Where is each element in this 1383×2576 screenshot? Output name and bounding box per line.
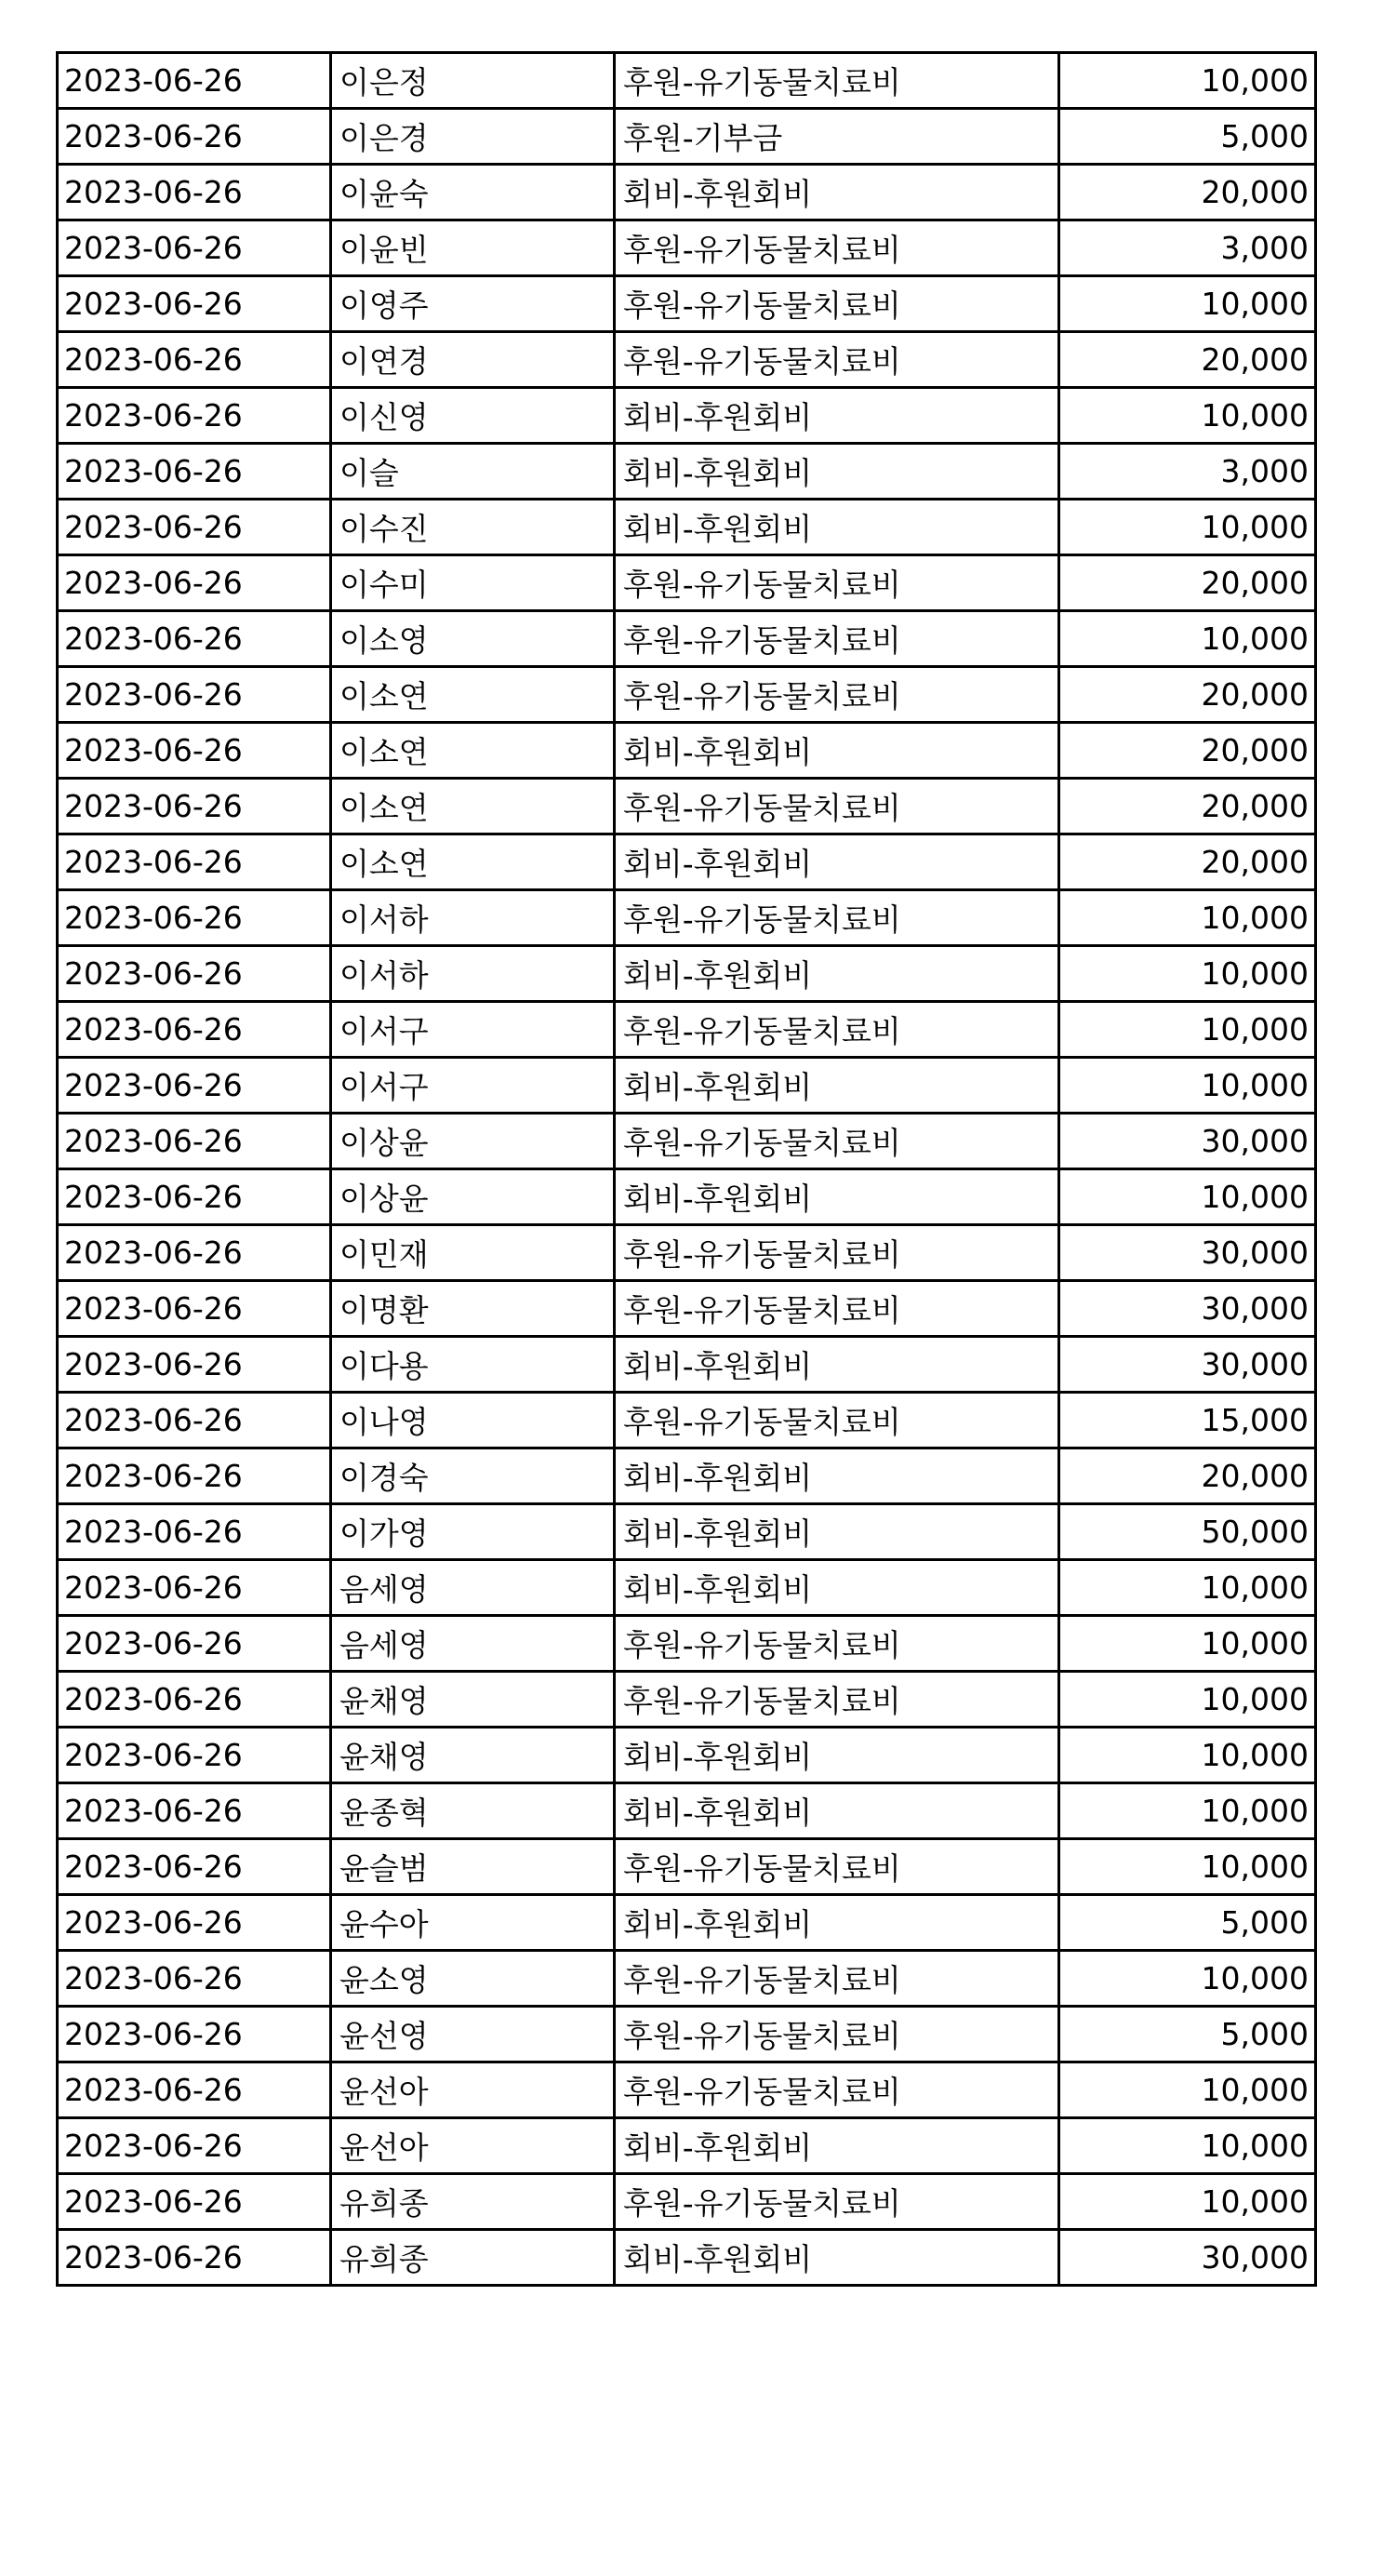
category-cell: 회비-후원회비	[615, 723, 1059, 779]
date-cell: 2023-06-26	[58, 946, 331, 1002]
date-cell: 2023-06-26	[58, 444, 331, 500]
donor-name-cell: 이신영	[331, 388, 615, 444]
ledger-body	[58, 53, 1316, 2286]
amount-cell: 10,000	[1059, 946, 1316, 1002]
donor-name-cell: 이은경	[331, 109, 615, 165]
category-cell: 후원-유기동물치료비	[615, 220, 1059, 276]
donor-name-cell: 이슬	[331, 444, 615, 500]
amount-cell: 10,000	[1059, 2062, 1316, 2118]
donor-name-cell: 이윤빈	[331, 220, 615, 276]
date-cell: 2023-06-26	[58, 1281, 331, 1337]
donor-name-cell: 이서구	[331, 1002, 615, 1058]
amount-cell: 10,000	[1059, 388, 1316, 444]
amount-cell: 10,000	[1059, 1783, 1316, 1839]
category-cell: 후원-유기동물치료비	[615, 53, 1059, 109]
category-cell: 회비-후원회비	[615, 1783, 1059, 1839]
category-cell: 후원-유기동물치료비	[615, 555, 1059, 611]
amount-cell: 10,000	[1059, 611, 1316, 667]
date-cell: 2023-06-26	[58, 53, 331, 109]
date-cell: 2023-06-26	[58, 1560, 331, 1616]
date-cell: 2023-06-26	[58, 667, 331, 723]
table-row	[58, 2007, 1316, 2062]
date-cell: 2023-06-26	[58, 723, 331, 779]
table-row	[58, 165, 1316, 220]
amount-cell: 10,000	[1059, 1560, 1316, 1616]
date-cell: 2023-06-26	[58, 611, 331, 667]
amount-cell: 5,000	[1059, 109, 1316, 165]
amount-cell: 20,000	[1059, 779, 1316, 834]
category-cell: 후원-유기동물치료비	[615, 1951, 1059, 2007]
category-cell: 회비-후원회비	[615, 1504, 1059, 1560]
table-row	[58, 2174, 1316, 2230]
amount-cell: 30,000	[1059, 1337, 1316, 1393]
donor-name-cell: 이상윤	[331, 1114, 615, 1169]
table-row	[58, 667, 1316, 723]
category-cell: 후원-유기동물치료비	[615, 332, 1059, 388]
date-cell: 2023-06-26	[58, 1337, 331, 1393]
category-cell: 회비-후원회비	[615, 946, 1059, 1002]
amount-cell: 10,000	[1059, 1839, 1316, 1895]
donor-name-cell: 이소연	[331, 667, 615, 723]
table-row	[58, 1393, 1316, 1448]
date-cell: 2023-06-26	[58, 1058, 331, 1114]
donor-name-cell: 이서하	[331, 890, 615, 946]
donor-name-cell: 이서구	[331, 1058, 615, 1114]
category-cell: 후원-유기동물치료비	[615, 1672, 1059, 1728]
donor-name-cell: 이은정	[331, 53, 615, 109]
donor-name-cell: 윤종혁	[331, 1783, 615, 1839]
donor-name-cell: 이소연	[331, 723, 615, 779]
date-cell: 2023-06-26	[58, 2118, 331, 2174]
table-row	[58, 1560, 1316, 1616]
table-row	[58, 1169, 1316, 1225]
table-row	[58, 1616, 1316, 1672]
date-cell: 2023-06-26	[58, 1951, 331, 2007]
table-row	[58, 611, 1316, 667]
date-cell: 2023-06-26	[58, 1839, 331, 1895]
category-cell: 회비-후원회비	[615, 444, 1059, 500]
amount-cell: 10,000	[1059, 53, 1316, 109]
date-cell: 2023-06-26	[58, 2007, 331, 2062]
amount-cell: 20,000	[1059, 332, 1316, 388]
date-cell: 2023-06-26	[58, 1895, 331, 1951]
table-row	[58, 220, 1316, 276]
date-cell: 2023-06-26	[58, 2230, 331, 2286]
category-cell: 후원-유기동물치료비	[615, 2174, 1059, 2230]
amount-cell: 20,000	[1059, 667, 1316, 723]
table-row	[58, 779, 1316, 834]
table-row	[58, 834, 1316, 890]
table-row	[58, 2230, 1316, 2286]
donor-name-cell: 윤슬범	[331, 1839, 615, 1895]
category-cell: 후원-유기동물치료비	[615, 1225, 1059, 1281]
date-cell: 2023-06-26	[58, 1002, 331, 1058]
date-cell: 2023-06-26	[58, 834, 331, 890]
category-cell: 후원-유기동물치료비	[615, 611, 1059, 667]
table-row	[58, 109, 1316, 165]
donor-name-cell: 윤소영	[331, 1951, 615, 2007]
date-cell: 2023-06-26	[58, 1504, 331, 1560]
table-row	[58, 890, 1316, 946]
table-row	[58, 1448, 1316, 1504]
amount-cell: 10,000	[1059, 1951, 1316, 2007]
table-row	[58, 1114, 1316, 1169]
donation-ledger-table	[56, 51, 1317, 2287]
table-row	[58, 946, 1316, 1002]
donor-name-cell: 음세영	[331, 1560, 615, 1616]
date-cell: 2023-06-26	[58, 1114, 331, 1169]
date-cell: 2023-06-26	[58, 220, 331, 276]
amount-cell: 10,000	[1059, 890, 1316, 946]
category-cell: 후원-유기동물치료비	[615, 1281, 1059, 1337]
donor-name-cell: 이수미	[331, 555, 615, 611]
category-cell: 회비-후원회비	[615, 1058, 1059, 1114]
amount-cell: 10,000	[1059, 1169, 1316, 1225]
donor-name-cell: 윤채영	[331, 1728, 615, 1783]
table-row	[58, 276, 1316, 332]
date-cell: 2023-06-26	[58, 1783, 331, 1839]
amount-cell: 5,000	[1059, 2007, 1316, 2062]
donor-name-cell: 이상윤	[331, 1169, 615, 1225]
table-row	[58, 1672, 1316, 1728]
category-cell: 회비-후원회비	[615, 1337, 1059, 1393]
date-cell: 2023-06-26	[58, 1672, 331, 1728]
category-cell: 후원-유기동물치료비	[615, 667, 1059, 723]
donor-name-cell: 이소연	[331, 779, 615, 834]
table-row	[58, 1895, 1316, 1951]
category-cell: 회비-후원회비	[615, 388, 1059, 444]
table-row	[58, 1281, 1316, 1337]
category-cell: 후원-유기동물치료비	[615, 1114, 1059, 1169]
category-cell: 회비-후원회비	[615, 1169, 1059, 1225]
date-cell: 2023-06-26	[58, 1448, 331, 1504]
table-row	[58, 2118, 1316, 2174]
table-row	[58, 500, 1316, 555]
amount-cell: 10,000	[1059, 1058, 1316, 1114]
date-cell: 2023-06-26	[58, 1225, 331, 1281]
donor-name-cell: 이경숙	[331, 1448, 615, 1504]
donor-name-cell: 이영주	[331, 276, 615, 332]
table-row	[58, 332, 1316, 388]
table-row	[58, 1337, 1316, 1393]
amount-cell: 10,000	[1059, 1672, 1316, 1728]
amount-cell: 5,000	[1059, 1895, 1316, 1951]
table-row	[58, 1951, 1316, 2007]
date-cell: 2023-06-26	[58, 555, 331, 611]
amount-cell: 3,000	[1059, 444, 1316, 500]
category-cell: 후원-기부금	[615, 109, 1059, 165]
amount-cell: 30,000	[1059, 1225, 1316, 1281]
table-row	[58, 53, 1316, 109]
table-row	[58, 1783, 1316, 1839]
amount-cell: 20,000	[1059, 165, 1316, 220]
category-cell: 후원-유기동물치료비	[615, 1393, 1059, 1448]
donor-name-cell: 이명환	[331, 1281, 615, 1337]
donor-name-cell: 이수진	[331, 500, 615, 555]
date-cell: 2023-06-26	[58, 779, 331, 834]
date-cell: 2023-06-26	[58, 1169, 331, 1225]
date-cell: 2023-06-26	[58, 2062, 331, 2118]
table-row	[58, 1728, 1316, 1783]
date-cell: 2023-06-26	[58, 890, 331, 946]
category-cell: 후원-유기동물치료비	[615, 1002, 1059, 1058]
table-row	[58, 388, 1316, 444]
category-cell: 회비-후원회비	[615, 2230, 1059, 2286]
donor-name-cell: 이소영	[331, 611, 615, 667]
donor-name-cell: 이서하	[331, 946, 615, 1002]
amount-cell: 10,000	[1059, 2174, 1316, 2230]
date-cell: 2023-06-26	[58, 2174, 331, 2230]
date-cell: 2023-06-26	[58, 109, 331, 165]
table-row	[58, 1002, 1316, 1058]
amount-cell: 10,000	[1059, 1728, 1316, 1783]
table-row	[58, 723, 1316, 779]
table-row	[58, 1058, 1316, 1114]
donor-name-cell: 윤선영	[331, 2007, 615, 2062]
date-cell: 2023-06-26	[58, 1728, 331, 1783]
donor-name-cell: 이연경	[331, 332, 615, 388]
donor-name-cell: 윤선아	[331, 2062, 615, 2118]
category-cell: 후원-유기동물치료비	[615, 2062, 1059, 2118]
table-row	[58, 1504, 1316, 1560]
table-row	[58, 1839, 1316, 1895]
amount-cell: 30,000	[1059, 1281, 1316, 1337]
date-cell: 2023-06-26	[58, 332, 331, 388]
category-cell: 후원-유기동물치료비	[615, 2007, 1059, 2062]
donor-name-cell: 이나영	[331, 1393, 615, 1448]
amount-cell: 15,000	[1059, 1393, 1316, 1448]
category-cell: 회비-후원회비	[615, 834, 1059, 890]
amount-cell: 10,000	[1059, 1616, 1316, 1672]
category-cell: 회비-후원회비	[615, 500, 1059, 555]
amount-cell: 10,000	[1059, 276, 1316, 332]
amount-cell: 20,000	[1059, 834, 1316, 890]
category-cell: 회비-후원회비	[615, 1448, 1059, 1504]
amount-cell: 20,000	[1059, 555, 1316, 611]
date-cell: 2023-06-26	[58, 500, 331, 555]
amount-cell: 3,000	[1059, 220, 1316, 276]
amount-cell: 20,000	[1059, 723, 1316, 779]
amount-cell: 10,000	[1059, 1002, 1316, 1058]
amount-cell: 10,000	[1059, 500, 1316, 555]
table-row	[58, 555, 1316, 611]
category-cell: 회비-후원회비	[615, 1728, 1059, 1783]
donor-name-cell: 유희종	[331, 2230, 615, 2286]
donor-name-cell: 유희종	[331, 2174, 615, 2230]
donation-ledger-page	[56, 51, 1314, 2287]
category-cell: 후원-유기동물치료비	[615, 1839, 1059, 1895]
donor-name-cell: 이윤숙	[331, 165, 615, 220]
category-cell: 회비-후원회비	[615, 1895, 1059, 1951]
donor-name-cell: 이소연	[331, 834, 615, 890]
donor-name-cell: 윤채영	[331, 1672, 615, 1728]
table-row	[58, 444, 1316, 500]
date-cell: 2023-06-26	[58, 1393, 331, 1448]
date-cell: 2023-06-26	[58, 165, 331, 220]
date-cell: 2023-06-26	[58, 1616, 331, 1672]
date-cell: 2023-06-26	[58, 388, 331, 444]
donor-name-cell: 이가영	[331, 1504, 615, 1560]
table-row	[58, 2062, 1316, 2118]
amount-cell: 30,000	[1059, 1114, 1316, 1169]
category-cell: 후원-유기동물치료비	[615, 779, 1059, 834]
amount-cell: 20,000	[1059, 1448, 1316, 1504]
category-cell: 후원-유기동물치료비	[615, 1616, 1059, 1672]
donor-name-cell: 윤선아	[331, 2118, 615, 2174]
category-cell: 회비-후원회비	[615, 165, 1059, 220]
category-cell: 회비-후원회비	[615, 1560, 1059, 1616]
amount-cell: 50,000	[1059, 1504, 1316, 1560]
donor-name-cell: 이민재	[331, 1225, 615, 1281]
amount-cell: 30,000	[1059, 2230, 1316, 2286]
table-row	[58, 1225, 1316, 1281]
date-cell: 2023-06-26	[58, 276, 331, 332]
amount-cell: 10,000	[1059, 2118, 1316, 2174]
donor-name-cell: 이다용	[331, 1337, 615, 1393]
category-cell: 후원-유기동물치료비	[615, 890, 1059, 946]
donor-name-cell: 윤수아	[331, 1895, 615, 1951]
donor-name-cell: 음세영	[331, 1616, 615, 1672]
category-cell: 회비-후원회비	[615, 2118, 1059, 2174]
category-cell: 후원-유기동물치료비	[615, 276, 1059, 332]
